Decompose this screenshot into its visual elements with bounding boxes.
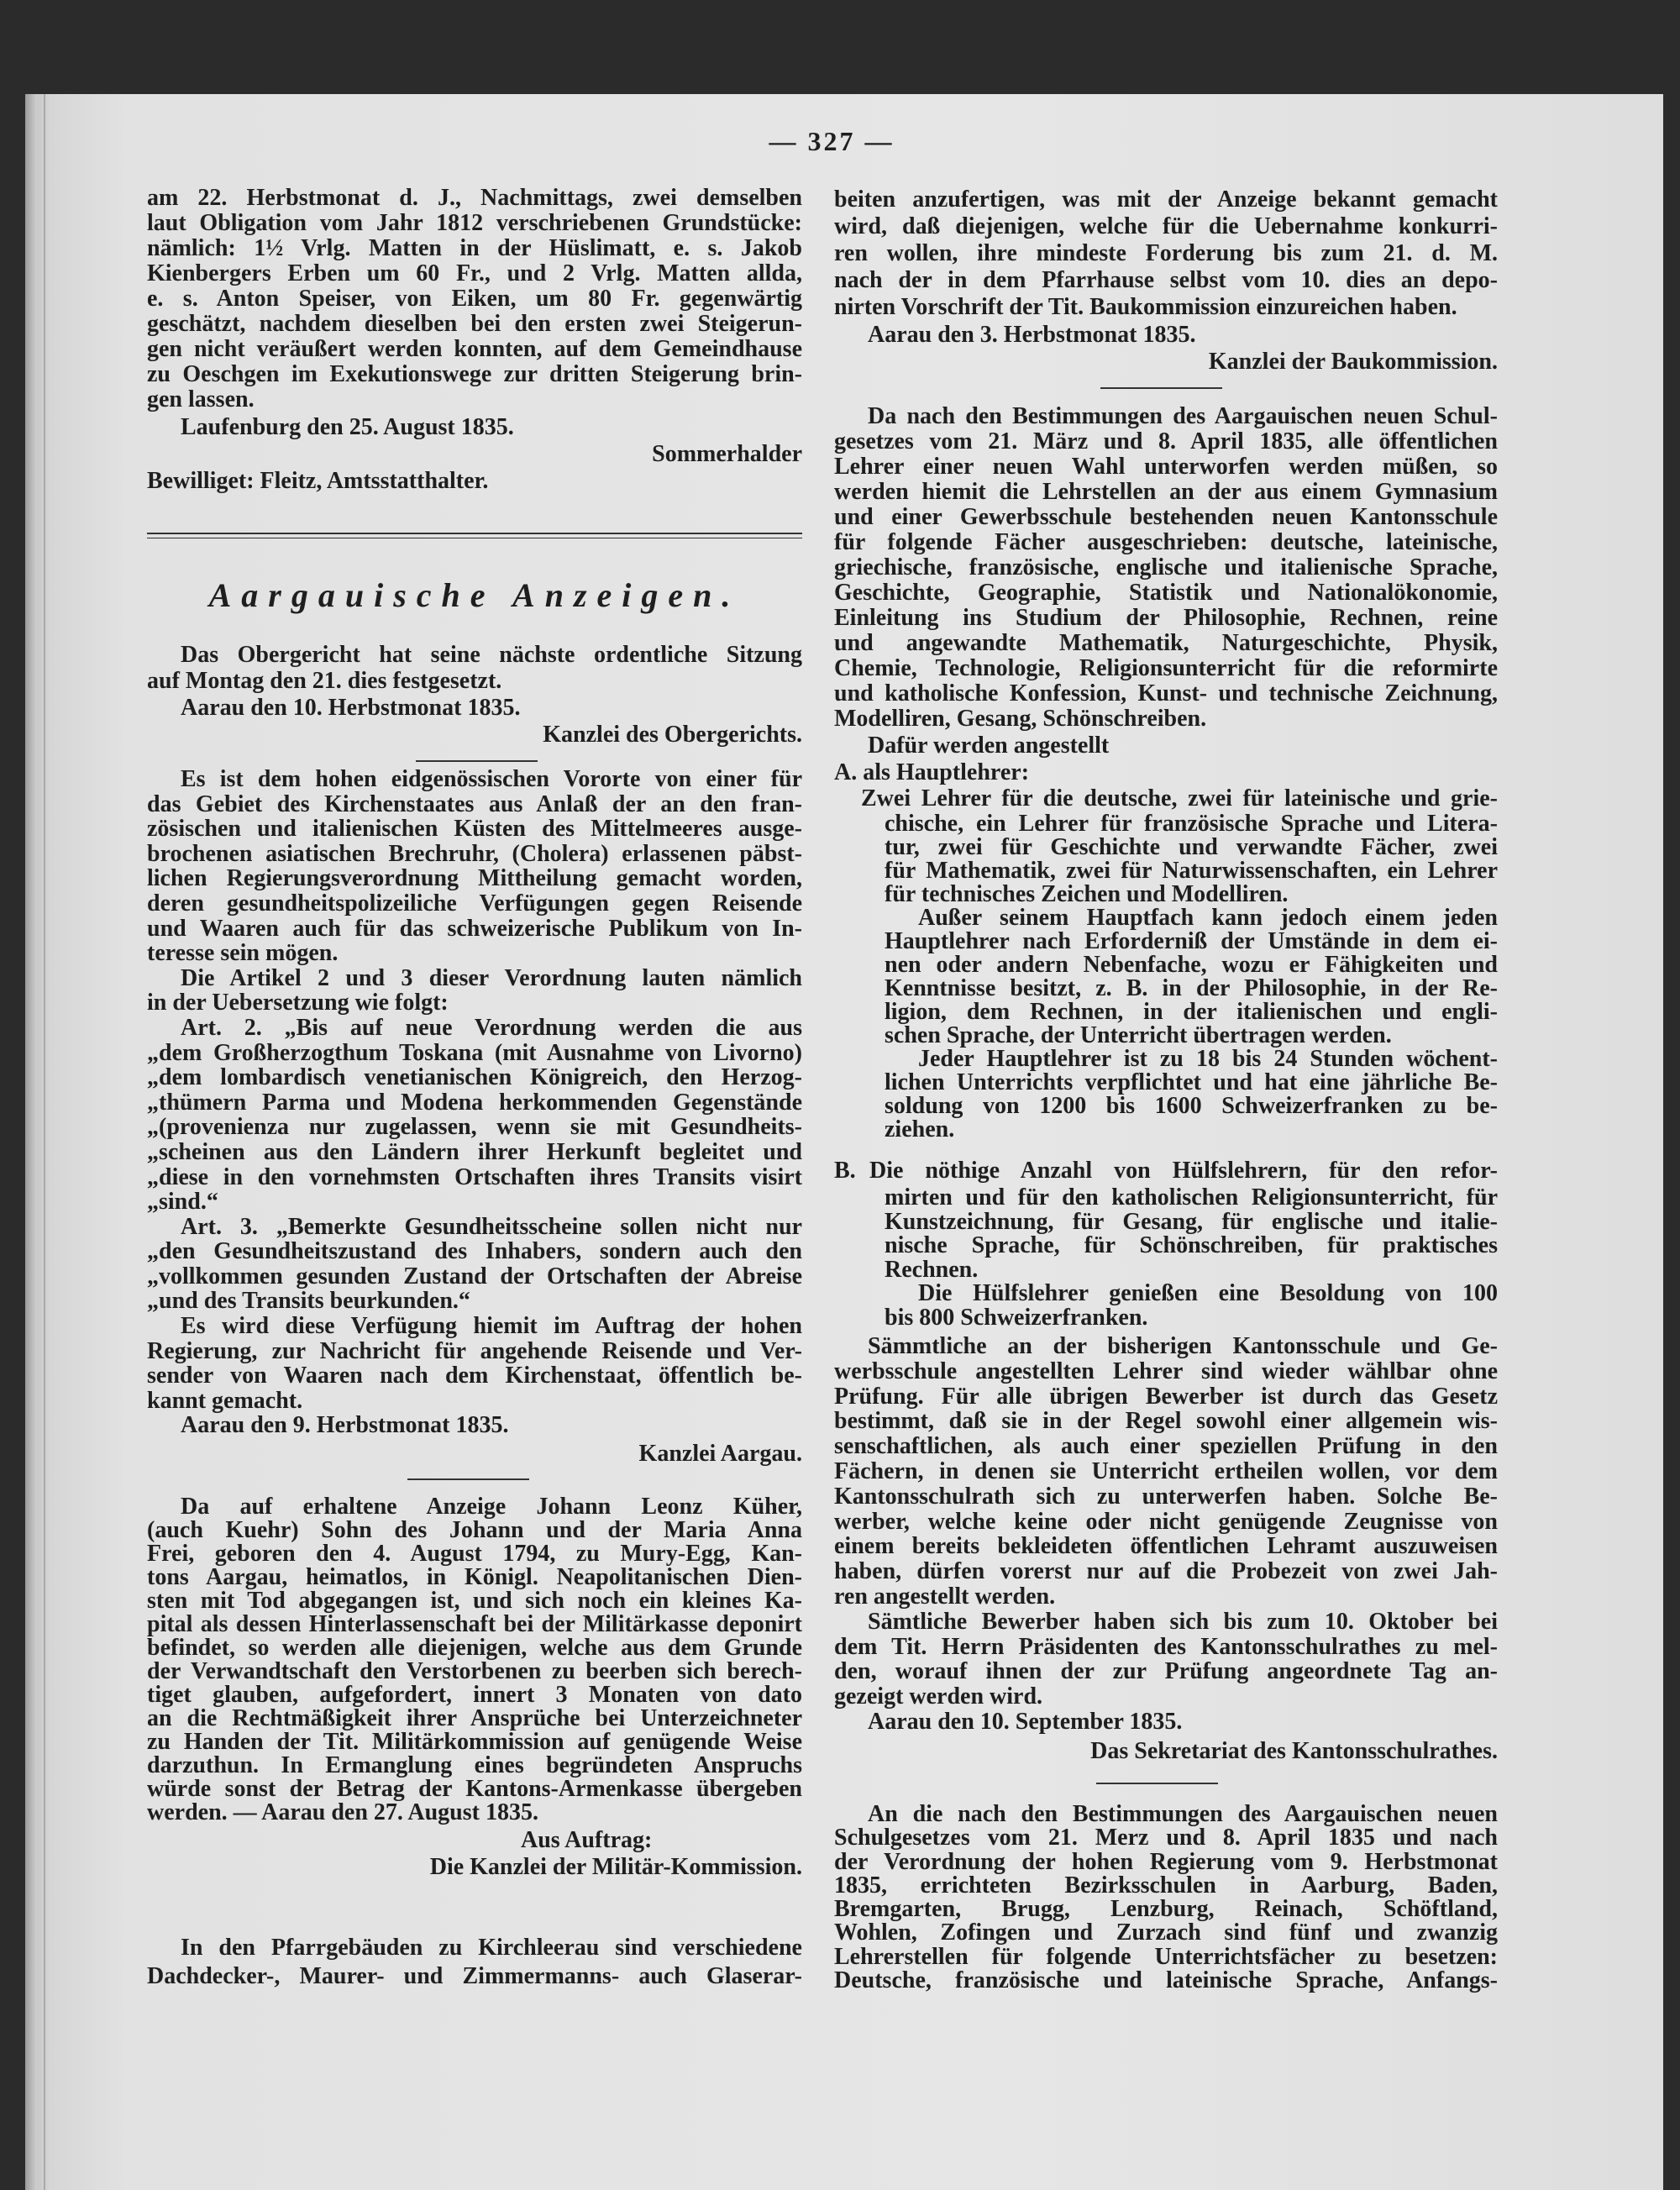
text-line: Die nöthige Anzahl von Hülfslehrern, für den refor- [869,1158,1498,1184]
text-line: nen oder andern Nebenfache, wozu er Fähigkeiten und [885,952,1498,978]
text-line: „scheinen aus den Ländern ihrer Herkunft begleitet und [147,1138,802,1165]
text-line: der Verordnung der hohen Regierung vom 9. Herbstmonat [834,1848,1498,1875]
text-line: ligion, dem Rechnen, in der italienischen und engli- [885,999,1498,1025]
text-line: griechische, französische, englische und italienische Sprache, [834,554,1498,580]
text-line: und katholische Konfession, Kunst- und technische Zeichnung, [834,680,1498,706]
double-rule [147,533,802,534]
section-b-body [885,1186,1498,1330]
text-line: e. s. Anton Speiser, von Eiken, um 80 Fr. gegenwärtig [147,286,802,312]
text-line: ziehen. [885,1116,955,1142]
text-line: deren gesundheitspolizeiliche Verfügungen gegen Reisende [147,890,802,916]
bezirksschulen-notice [834,1803,1498,1993]
text-line: das Gebiet des Kirchenstaates aus Anlaß der an den fran- [147,790,802,817]
text-line: am 22. Herbstmonat d. J., Nachmittags, zwei demselben [147,185,802,211]
separator-rule [1096,1783,1218,1784]
kueher-signature: Die Kanzlei der Militär-Kommission. [429,1854,802,1880]
auction-date: Laufenburg den 25. August 1835. [181,414,514,440]
text-line: Sämtliche Bewerber haben sich bis zum 10. Oktober bei [868,1608,1498,1635]
text-line: 1835, errichteten Bezirksschulen in Aarburg, Baden, [834,1872,1498,1899]
text-line: Bremgarten, Brugg, Lenzburg, Reinach, Schöftland, [834,1896,1498,1923]
text-line: Sämmtliche an der bisherigen Kantonsschule und Ge- [868,1333,1498,1359]
obergericht-signature: Kanzlei des Obergerichts. [543,722,802,748]
text-line: Aarau den 10. September 1835. [868,1708,1183,1735]
kantonsschulrat-signature: Das Sekretariat des Kantonsschulrathes. [1090,1738,1498,1764]
page-number: — 327 — [769,126,895,156]
text-line: tur, zwei für Geschichte und verwandte Fächer, zwei [885,834,1498,860]
kueher-notice [147,1495,802,1825]
text-line: mirten und für den katholischen Religionsunterricht, für [885,1184,1498,1211]
text-line: haben, dürfen vorerst nur auf die Probezeit von zwei Jah- [834,1558,1498,1585]
text-line: bis 800 Schweizerfranken. [885,1304,1148,1331]
cholera-notice [147,767,802,1438]
bau-notice [834,186,1498,321]
separator-rule [416,760,538,762]
text-line: laut Obligation vom Jahr 1812 verschriebenen Grundstücke: [147,210,802,236]
text-line: und einer Gewerbsschule bestehenden neuen Kantonsschule [834,504,1498,530]
kantonsschule-notice [834,404,1498,732]
text-line: Jeder Hauptlehrer ist zu 18 bis 24 Stunden wöchent- [918,1046,1498,1072]
angestellt-line: Dafür werden angestellt [868,733,1110,759]
text-line: brochenen asiatischen Brechruhr, (Cholera) erlassenen päbst- [147,840,802,867]
kirchleerau-notice [147,1934,802,1991]
separator-rule [407,1478,529,1480]
text-line: für Mathematik, zwei für Naturwissenschaften, ein Lehrer [885,858,1498,884]
text-line: lichen Unterrichts verpflichtet und hat eine jährliche Be- [885,1069,1498,1095]
text-line: schen Sprache, der Unterricht übertragen werden. [885,1022,1392,1048]
text-line: Das Obergericht hat seine nächste ordentliche Sitzung [181,642,802,668]
text-line: Modelliren, Gesang, Schönschreiben. [834,706,1207,732]
text-line: Einleitung ins Studium der Philosophie, Rechnen, reine [834,605,1498,631]
text-line: chische, ein Lehrer für französische Sprache und Litera- [885,811,1498,837]
section-a-first-line [861,787,1498,811]
text-line: Geschichte, Geographie, Statistik und Nationalökonomie, [834,580,1498,606]
text-line: senschaftlichen, als auch einer speziellen Prüfung in den [834,1433,1498,1460]
text-line: „vollkommen gesunden Zustand der Ortschaften der Abreise [147,1263,802,1289]
text-line: werber, welche keine oder nicht genügende Zeugnisse von [834,1508,1498,1535]
text-line: und angewandte Mathematik, Naturgeschichte, Physik, [834,630,1498,656]
text-line: „dem lombardisch venetianischen Königreich, den Herzog- [147,1064,802,1091]
bau-signature: Kanzlei der Baukommission. [1208,349,1498,375]
text-line: Fächern, in denen sie Unterricht ertheilen wollen, vor dem [834,1457,1498,1484]
text-line: nische Sprache, für Schönschreiben, für praktisches [885,1232,1498,1258]
text-line: Dachdecker-, Maurer- und Zimmermanns- auch Glaserar- [147,1963,802,1989]
text-line: Kenntnisse besitzt, z. B. in der Philosophie, in der Re- [885,975,1498,1001]
text-line: „dem Großherzogthum Toskana (mit Ausnahme von Livorno) [147,1039,802,1066]
text-line: Hauptlehrer nach Erforderniß der Umstände in dem ei- [885,928,1498,954]
text-line: gesetzes vom 21. März und 8. April 1835, alle öffentlichen [834,428,1498,454]
text-line: sender von Waaren nach dem Kirchenstaat, öffentlich be- [147,1363,802,1389]
text-line: „diese in den vornehmsten Ortschaften ihres Transits visirt [147,1163,802,1190]
text-line: Es wird diese Verfügung hiemit im Auftrag der hohen [181,1313,802,1340]
text-line: gen lassen. [147,386,255,412]
text-line: Frei, geboren den 4. August 1794, zu Mury-Egg, Kan- [147,1541,802,1567]
text-line: darzuthun. In Ermanglung eines begründeten Anspruchs [147,1752,802,1778]
text-line: zu Handen der Tit. Militärkommission auf genügende Weise [147,1729,802,1755]
auction-signature: Sommerhalder [652,441,802,467]
text-line: werden. — Aarau den 27. August 1835. [147,1799,538,1825]
text-line: Außer seinem Hauptfach kann jedoch einem jeden [918,905,1498,931]
text-line: Art. 3. „Bemerkte Gesundheitsscheine sollen nicht nur [181,1213,802,1240]
text-line: Kienbergers Erben um 60 Fr., und 2 Vrlg. Matten allda, [147,260,802,286]
text-line: Kunstzeichnung, für Gesang, für englische und italie- [885,1208,1498,1235]
section-b-label: B. [834,1158,856,1184]
cholera-signature: Kanzlei Aargau. [638,1441,802,1467]
text-line: in der Uebersetzung wie folgt: [147,990,449,1016]
text-line: ren wollen, ihre mindeste Forderung bis zum 21. d. M. [834,240,1498,266]
text-line: teresse sein mögen. [147,940,339,967]
text-line: geschätzt, nachdem dieselben bei den ersten zwei Steigerun- [147,311,802,337]
text-line: Regierung, zur Nachricht für angehende Reisende und Ver- [147,1337,802,1364]
text-line: nach der in dem Pfarrhause selbst vom 10. dies an depo- [834,267,1498,293]
text-line: für technisches Zeichen und Modelliren. [885,881,1289,907]
text-line: befindet, so werden alle diejenigen, welche aus dem Grunde [147,1635,802,1661]
text-line: Aarau den 9. Herbstmonat 1835. [181,1412,509,1439]
section-a-heading: A. als Hauptlehrer: [834,759,1030,785]
text-line: für folgende Fächer ausgeschrieben: deutsche, lateinische, [834,529,1498,555]
text-line: tiget glauben, aufgefordert, innert 3 Monaten von dato [147,1682,802,1708]
text-line: und Waaren auch für das schweizerische Publikum von In- [147,915,802,942]
text-line: an die Rechtmäßigkeit ihrer Ansprüche bei Unterzeichneter [147,1705,802,1731]
auction-approval: Bewilliget: Fleitz, Amtsstatthalter. [147,468,489,494]
section-title: Aargauische Anzeigen. [208,576,741,614]
text-line: werbsschule angestellten Lehrer sind wieder wählbar ohne [834,1358,1498,1384]
text-line: Es ist dem hohen eidgenössischen Vororte von einer für [181,766,802,792]
section-a-body [885,812,1498,1142]
text-line: „thümern Parma und Modena herkommenden Gegenstände [147,1089,802,1116]
page-fold [25,94,37,2190]
kueher-commission: Aus Auftrag: [521,1827,653,1853]
text-line: Deutsche, französische und lateinische Sprache, Anfangs- [834,1967,1498,1994]
section-b-first-line [869,1159,1498,1183]
text-line: werden hiemit die Lehrstellen an der aus einem Gymnasium [834,479,1498,505]
text-line: Schulgesetzes vom 21. Merz und 8. April 1835 und nach [834,1825,1498,1851]
text-line: gen nicht veräußert werden konnten, auf dem Gemeindhause [147,336,802,362]
text-line: Rechnen. [885,1256,979,1283]
auction-notice [147,186,802,412]
text-line: Da nach den Bestimmungen des Aargauischen neuen Schul- [868,403,1498,429]
text-line: In den Pfarrgebäuden zu Kirchleerau sind verschiedene [181,1935,802,1961]
text-line: zu Oeschgen im Exekutionswege zur dritten Steigerung brin- [147,361,802,387]
text-line: einem bereits bekleideten öffentlichen Lehramt auszuweisen [834,1533,1498,1560]
text-line: (auch Kuehr) Sohn des Johann und der Maria Anna [147,1517,802,1543]
text-line: Wohlen, Zofingen und Zurzach sind fünf und zwanzig [834,1920,1498,1946]
text-line: lichen Regierungsverordnung Mittheilung gemacht worden, [147,865,802,892]
text-line: pital als dessen Hinterlassenschaft bei der Militärkasse deponirt [147,1611,802,1637]
text-line: nämlich: 1½ Vrlg. Matten in der Hüslimatt, e. s. Jakob [147,235,802,261]
text-line: „und des Transits beurkunden.“ [147,1288,470,1315]
text-line: Prüfung. Für alle übrigen Bewerber ist durch das Gesetz [834,1383,1498,1410]
text-line: beiten anzufertigen, was mit der Anzeige bekannt gemacht [834,186,1498,213]
text-line: Da auf erhaltene Anzeige Johann Leonz Küher, [181,1494,802,1520]
text-line: tons Aargau, heimatlos, in Königl. Neapolitanischen Dien- [147,1564,802,1590]
obergericht-notice [147,642,802,694]
text-line: soldung von 1200 bis 1600 Schweizerfranken zu be- [885,1093,1498,1119]
text-line: Lehrer einer neuen Wahl unterworfen werden müßen, so [834,454,1498,480]
text-line: den, worauf ihnen der zur Prüfung angeordnete Tag an- [834,1658,1498,1685]
text-line: Zwei Lehrer für die deutsche, zwei für lateinische und grie- [861,785,1498,811]
text-line: Kantonsschulrath sich zu unterwerfen haben. Solche Be- [834,1483,1498,1510]
text-line: Lehrerstellen für folgende Unterrichtsfächer zu besetzen: [834,1943,1498,1970]
text-line: „(provenienza nur zugelassen, wenn sie mit Gesundheits- [147,1114,802,1141]
text-line: Chemie, Technologie, Religionsunterricht für die reformirte [834,655,1498,681]
text-line: würde sonst der Betrag der Kantons-Armenkasse übergeben [147,1776,802,1802]
text-line: sten mit Tod abgegangen ist, und sich noch ein kleines Ka- [147,1588,802,1614]
text-line: Die Artikel 2 und 3 dieser Verordnung lauten nämlich [181,964,802,991]
text-line: „sind.“ [147,1189,218,1216]
text-line: dem Tit. Herrn Präsidenten des Kantonsschulrathes zu mel- [834,1633,1498,1660]
text-line: ren angestellt werden. [834,1583,1056,1610]
obergericht-date: Aarau den 10. Herbstmonat 1835. [181,695,521,721]
text-line: kannt gemacht. [147,1387,303,1414]
separator-rule [1100,387,1222,389]
text-line: Die Hülfslehrer genießen eine Besoldung von 100 [918,1280,1498,1306]
text-line: zösischen und italienischen Küsten des Mittelmeeres ausge- [147,816,802,843]
text-line: wird, daß diejenigen, welche für die Uebernahme konkurri- [834,213,1498,239]
text-line: An die nach den Bestimmungen des Aargauischen neuen [868,1801,1498,1827]
text-line: auf Montag den 21. dies festgesetzt. [147,668,502,694]
text-line: der Verwandtschaft den Verstorbenen zu beerben sich berech- [147,1658,802,1684]
text-line: nirten Vorschrift der Tit. Baukommission einzureichen haben. [834,294,1457,320]
page-edge [44,94,45,2190]
text-line: bestimmt, daß sie in der Regel sowohl einer allgemein wis- [834,1408,1498,1435]
text-line: gezeigt werden wird. [834,1683,1043,1710]
text-line: „den Gesundheitszustand des Inhabers, sondern auch den [147,1238,802,1265]
bau-date: Aarau den 3. Herbstmonat 1835. [868,322,1196,348]
text-line: Art. 2. „Bis auf neue Verordnung werden die aus [181,1014,802,1041]
bewerber-notice [834,1334,1498,1735]
